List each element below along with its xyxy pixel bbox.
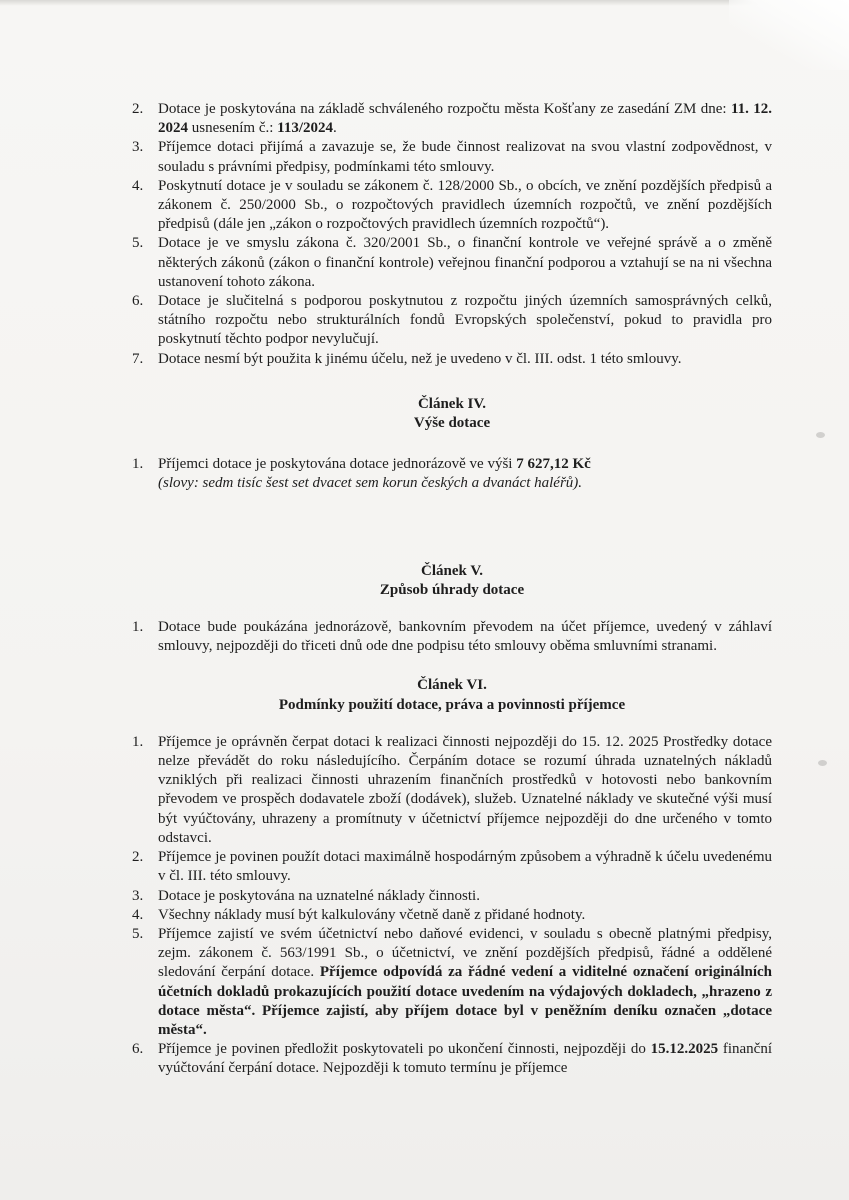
list-item <box>132 100 772 138</box>
text-segment: Dotace bude poukázána jednorázově, bankovním převodem na účet příjemce, uvedený v záhlaví smlouvy, nejpozději do třiceti dnů ode dne podpisu této smlouvy oběma smluvními stranami. <box>158 619 772 655</box>
list-item <box>132 455 772 493</box>
list-item <box>132 925 772 1040</box>
text-segment: Poskytnutí dotace je v souladu se zákonem č. 128/2000 Sb., o obcích, ve znění pozdějších předpisů a zákonem č. 250/2000 Sb., o rozpočtových pravidlech územních rozpočtů, ve znění pozdějších předpisů (dále jen „zákon o rozpočtových pravidlech územních rozpočtů“). <box>158 177 772 233</box>
text-segment: (slovy: sedm tisíc šest set dvacet sem korun českých a dvanáct haléřů). <box>158 475 583 492</box>
text-segment: usnesením č.: <box>188 120 278 137</box>
list-item <box>132 887 772 906</box>
list-item-number: 3. <box>132 887 144 904</box>
text-segment: Příjemce zajistí ve svém účetnictví nebo daňové evidenci, v souladu s obecně platnými předpisy, zejm. zákonem č. 563/1991 Sb., o účetnictví, ve znění pozdějších předpisů, řádné a oddělené sledování čerpání dotace. <box>158 925 772 981</box>
list-item-number: 5. <box>132 925 144 942</box>
list-item-number: 7. <box>132 350 144 367</box>
list-item <box>132 138 772 176</box>
document-body <box>132 100 772 1079</box>
text-segment: 15.12.2025 <box>650 1041 719 1058</box>
text-segment: finanční vyúčtování čerpání dotace. Nejpozději k tomuto termínu je příjemce <box>158 1041 772 1077</box>
list-item-number: 1. <box>132 456 144 473</box>
text-segment: Příjemce je povinen předložit poskytovateli po ukončení činnosti, nejpozději do <box>158 1041 651 1058</box>
list-item <box>132 733 772 848</box>
text-segment: 113/2024 <box>277 120 333 137</box>
text-segment: Všechny náklady musí být kalkulovány včetně daně z přidané hodnoty. <box>158 906 586 923</box>
list-item-number: 2. <box>132 101 144 117</box>
list-item-number: 1. <box>132 733 144 750</box>
article-4-subtitle: Výše dotace <box>413 415 491 432</box>
list-item <box>132 234 772 292</box>
list-item <box>132 292 772 350</box>
text-segment: Příjemce dotaci přijímá a zavazuje se, že bude činnost realizovat na svou vlastní zodpovědnost, v souladu s právními předpisy, podmínkami této smlouvy. <box>158 139 772 175</box>
list-item-number: 3. <box>132 139 144 156</box>
text-segment: 11. 12. 2024 <box>158 101 772 137</box>
punch-hole-mark <box>818 760 827 766</box>
list-item <box>132 350 772 369</box>
list-item <box>132 1040 772 1078</box>
text-segment: Příjemce je oprávněn čerpat dotaci k realizaci činnosti nejpozději do 15. 12. 2025 Prostředky dotace nelze převádět do roku následujícího. Čerpáním dotace se rozumí úhrada uznatelných nákladů vzniklých při realizaci činnosti uhrazením finančních prostředků v hotovosti nebo bankovním převodem ve prospěch dodavatele zboží (dodávek), služeb. Uznatelné náklady ve skutečné výši musí být vyúčtovány, uhrazeny a promítnuty v účetnictví příjemce nejpozději do dne určeného v tomto odstavci. <box>158 733 772 846</box>
scan-edge-shadow <box>0 0 849 6</box>
text-segment: Dotace je slučitelná s podporou poskytnutou z rozpočtu jiných územních samosprávných celků, státního rozpočtu nebo strukturálních fondů Evropských společenství, pokud to pravidla pro poskytnutí těchto podpor nevylučují. <box>158 293 772 348</box>
list-item-number: 1. <box>132 619 144 636</box>
text-segment: 7 627,12 Kč <box>516 456 591 473</box>
text-segment: . <box>333 120 337 137</box>
text-segment: Dotace je poskytována na uznatelné náklady činnosti. <box>158 887 480 904</box>
folded-corner <box>729 0 849 70</box>
list-item-number: 4. <box>132 177 144 194</box>
list-item-number: 4. <box>132 906 144 923</box>
article-5-title: Článek V. <box>421 562 483 579</box>
article-6-subtitle: Podmínky použití dotace, práva a povinnosti příjemce <box>278 696 626 713</box>
article-6-title: Článek VI. <box>417 677 487 694</box>
article-5-subtitle: Způsob úhrady dotace <box>379 581 525 598</box>
punch-hole-mark <box>816 432 825 438</box>
article-3-list <box>132 100 772 369</box>
text-segment: Dotace je poskytována na základě schváleného rozpočtu města Košťany ze zasedání ZM dne: <box>158 101 731 117</box>
text-segment: Příjemce je povinen použít dotaci maximálně hospodárným způsobem a výhradně k účelu uvedenému v čl. III. této smlouvy. <box>158 849 772 885</box>
article-6-list <box>132 733 772 1079</box>
article-4-list <box>132 455 772 493</box>
text-segment: Příjemci dotace je poskytována dotace jednorázově ve výši <box>158 456 517 473</box>
list-item-number: 6. <box>132 1041 144 1058</box>
list-item-number: 2. <box>132 849 144 866</box>
text-segment: Příjemce odpovídá za řádné vedení a viditelné označení originálních účetních dokladů prokazujících použití dotace uvedením na výdajových dokladech, „hrazeno z dotace města“. Příjemce zajistí, aby příjem dotace byl v peněžním deníku označen „dotace města“. <box>158 964 773 1038</box>
list-item <box>132 906 772 925</box>
text-segment: Dotace nesmí být použita k jinému účelu, než je uvedeno v čl. III. odst. 1 této smlouvy. <box>158 350 682 367</box>
list-item-number: 6. <box>132 293 144 310</box>
list-item <box>132 177 772 235</box>
list-item <box>132 618 772 656</box>
article-5-list <box>132 618 772 656</box>
text-segment: Dotace je ve smyslu zákona č. 320/2001 Sb., o finanční kontrole ve veřejné správě a o změně některých zákonů (zákon o finanční kontrole) veřejnou finanční podporou a vztahují se na ni všechna ustanovení tohoto zákona. <box>158 235 772 290</box>
article-4-title: Článek IV. <box>417 395 487 412</box>
list-item <box>132 848 772 886</box>
list-item-number: 5. <box>132 235 144 252</box>
